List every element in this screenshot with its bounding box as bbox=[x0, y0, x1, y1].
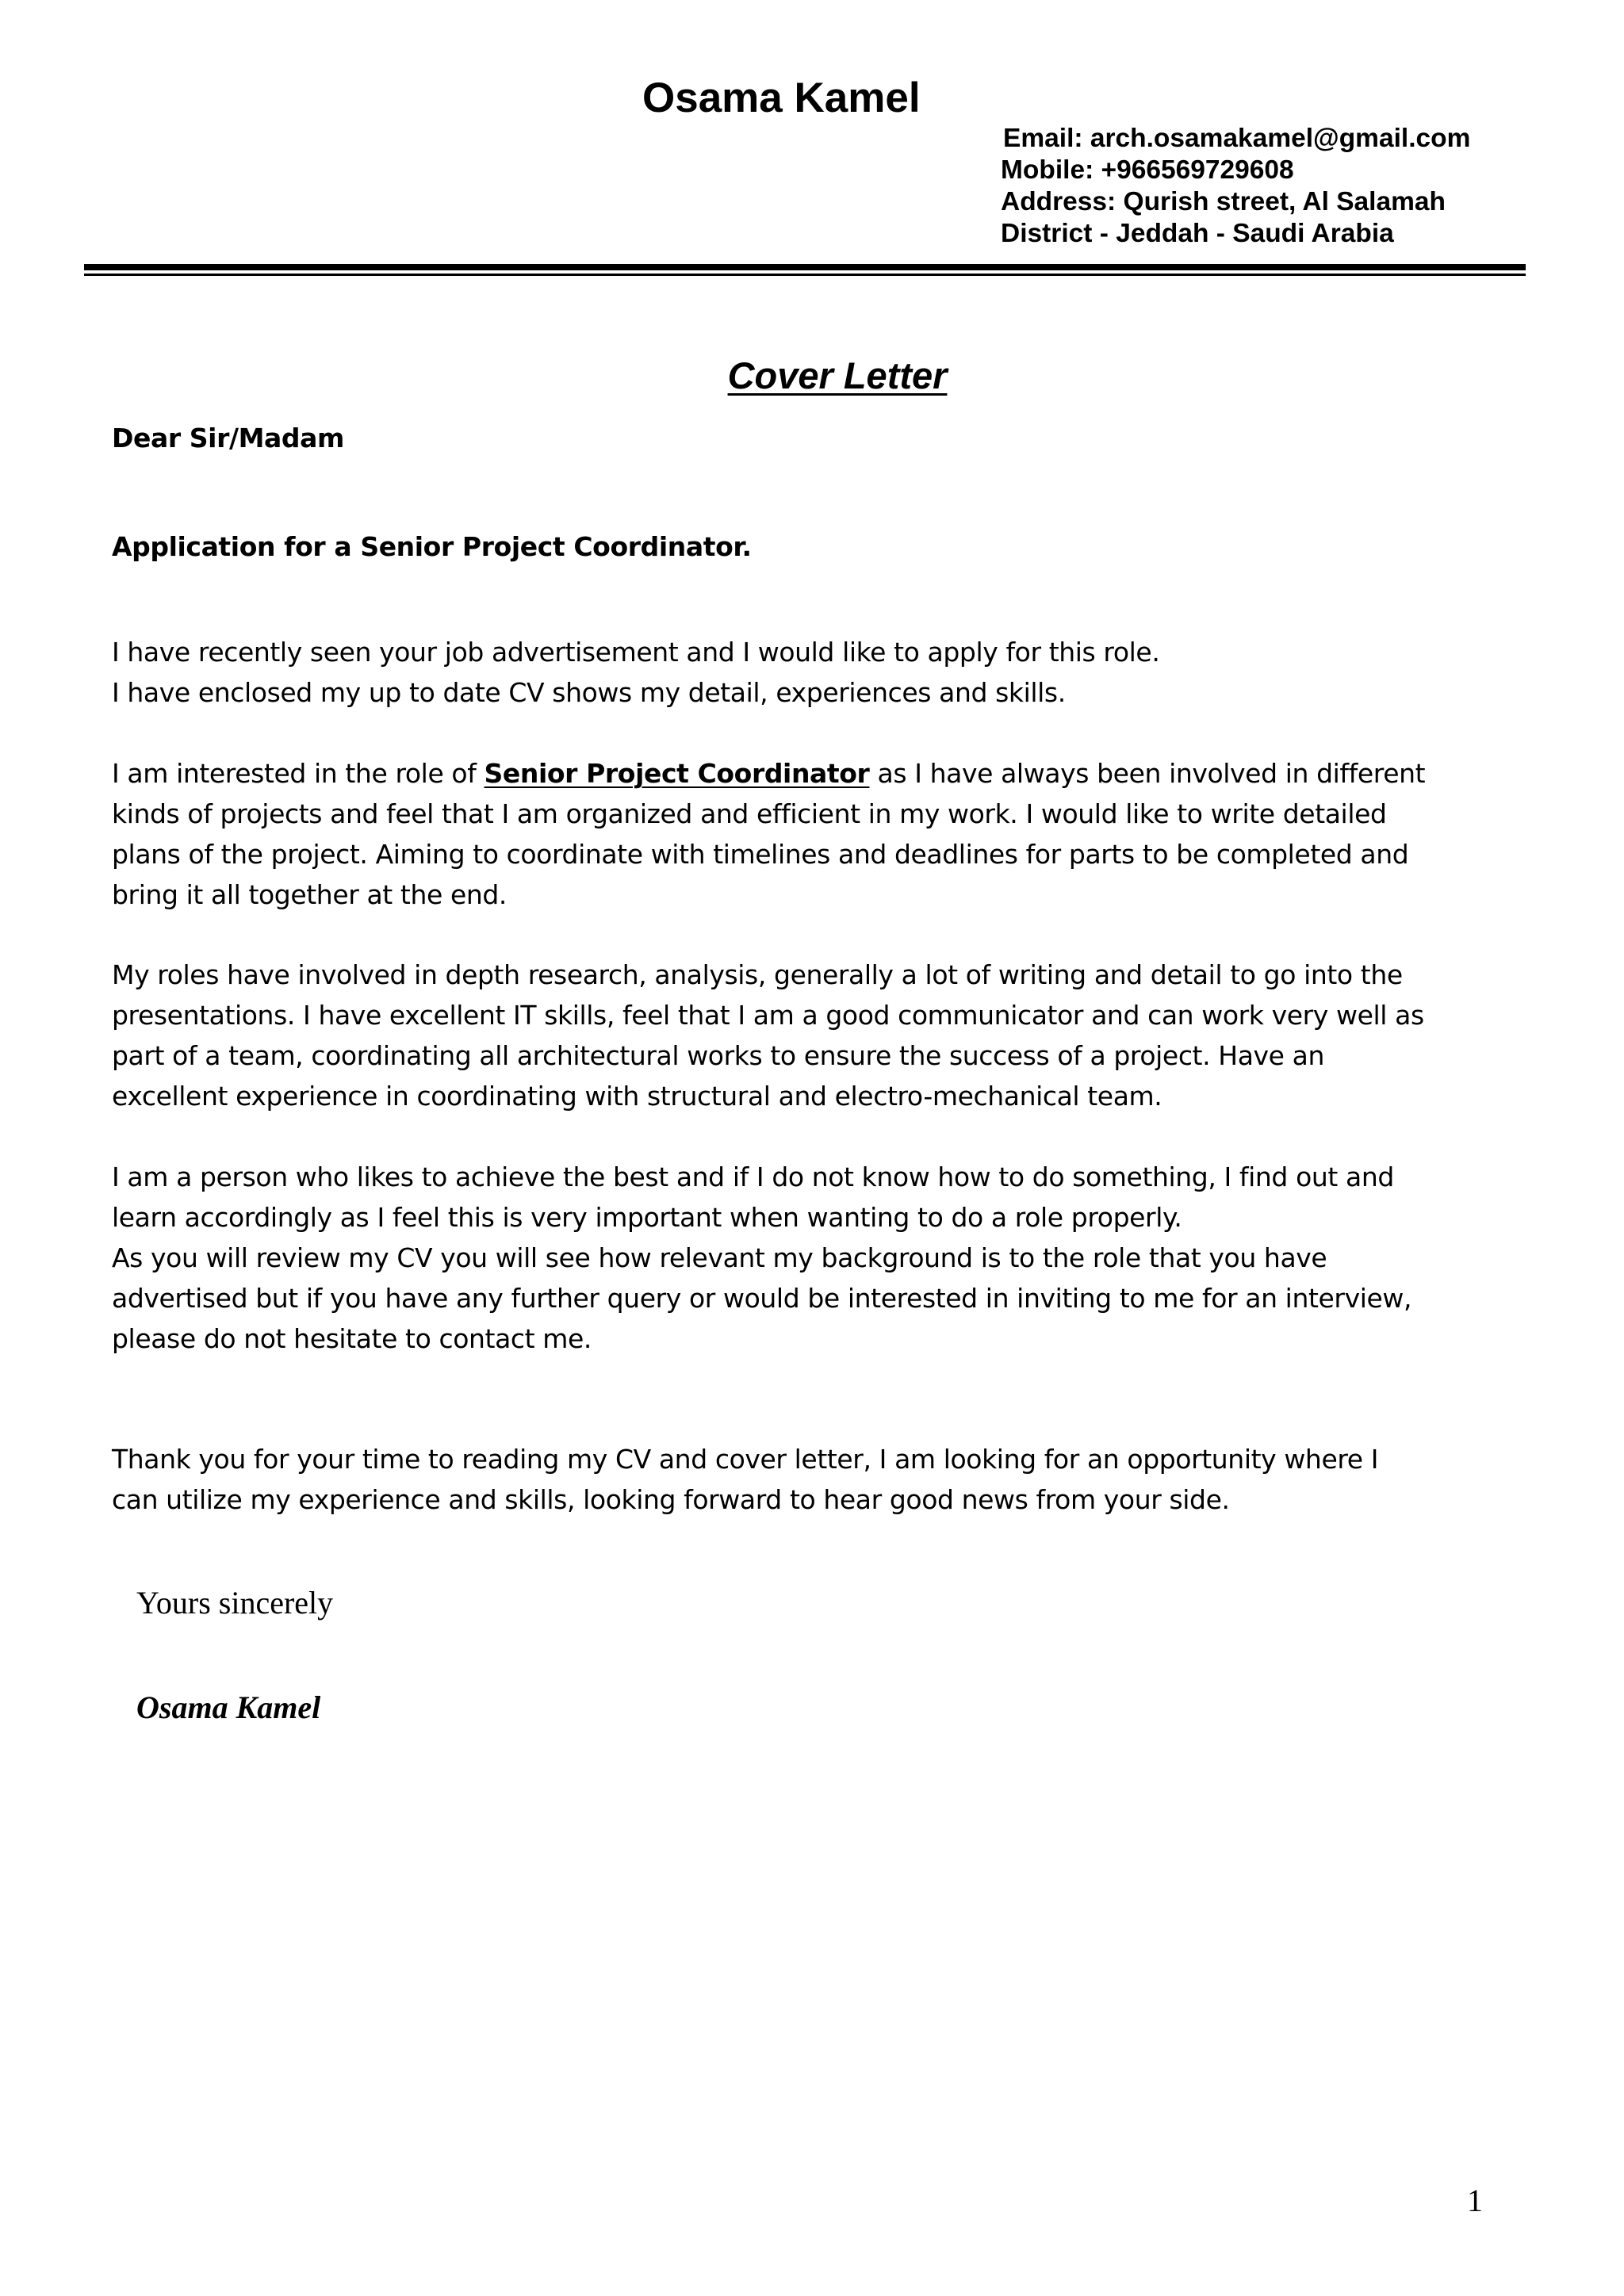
paragraph-intro bbox=[112, 632, 1523, 713]
closing-phrase: Yours sincerely bbox=[136, 1585, 334, 1621]
paragraph-line: As you will review my CV you will see how relevant my background is to the role that you have bbox=[112, 1242, 1327, 1273]
paragraph-line: I am a person who likes to achieve the best and if I do not know how to do something, I find out and bbox=[112, 1161, 1394, 1192]
role-title-highlight: Senior Project Coordinator bbox=[484, 758, 870, 789]
paragraph-line: part of a team, coordinating all architectural works to ensure the success of a project. Have an bbox=[112, 1040, 1324, 1071]
signature-name: Osama Kamel bbox=[136, 1689, 321, 1725]
paragraph-thanks bbox=[112, 1439, 1523, 1520]
applicant-name: Osama Kamel bbox=[642, 75, 921, 121]
subject-line: Application for a Senior Project Coordinator. bbox=[112, 531, 752, 562]
paragraph-line: please do not hesitate to contact me. bbox=[112, 1323, 592, 1354]
page-number: 1 bbox=[1467, 2183, 1483, 2218]
paragraph-roles bbox=[112, 955, 1523, 1116]
paragraph-line: plans of the project. Aiming to coordinate with timelines and deadlines for parts to be completed and bbox=[112, 839, 1409, 870]
paragraph-line: advertised but if you have any further query or would be interested in inviting to me for an interview, bbox=[112, 1283, 1412, 1314]
paragraph-text: as I have always been involved in different bbox=[869, 758, 1426, 789]
paragraph-line: presentations. I have excellent IT skills, feel that I am a good communicator and can work very well as bbox=[112, 1000, 1424, 1031]
paragraph-text: I am interested in the role of bbox=[112, 758, 485, 789]
paragraph-line: Thank you for your time to reading my CV and cover letter, I am looking for an opportunity where I bbox=[112, 1444, 1379, 1475]
paragraph-line: learn accordingly as I feel this is very important when wanting to do a role properly. bbox=[112, 1202, 1182, 1233]
contact-address-line2: District - Jeddah - Saudi Arabia bbox=[1001, 219, 1394, 248]
paragraph-line: can utilize my experience and skills, looking forward to hear good news from your side. bbox=[112, 1484, 1230, 1515]
document-title: Cover Letter bbox=[727, 354, 948, 396]
contact-mobile: Mobile: +966569729608 bbox=[1001, 155, 1294, 185]
paragraph-line: bring it all together at the end. bbox=[112, 879, 508, 910]
paragraph-line bbox=[112, 753, 1523, 794]
contact-email: Email: arch.osamakamel@gmail.com bbox=[1003, 124, 1471, 153]
paragraph-line: excellent experience in coordinating with structural and electro-mechanical team. bbox=[112, 1081, 1162, 1112]
contact-block bbox=[1001, 123, 1470, 250]
header-divider-thin bbox=[84, 274, 1526, 276]
paragraph-line: I have recently seen your job advertisement and I would like to apply for this role. bbox=[112, 637, 1160, 668]
paragraph-interest bbox=[112, 753, 1523, 915]
header-divider-thick bbox=[84, 264, 1526, 270]
paragraph-line: kinds of projects and feel that I am organized and efficient in my work. I would like to write detailed bbox=[112, 798, 1387, 829]
paragraph-line: My roles have involved in depth research, analysis, generally a lot of writing and detail to go into the bbox=[112, 959, 1403, 990]
paragraph-line: I have enclosed my up to date CV shows my detail, experiences and skills. bbox=[112, 677, 1066, 708]
contact-address-line1: Address: Qurish street, Al Salamah bbox=[1001, 187, 1446, 216]
paragraph-personality bbox=[112, 1157, 1523, 1359]
salutation: Dear Sir/Madam bbox=[112, 423, 344, 453]
